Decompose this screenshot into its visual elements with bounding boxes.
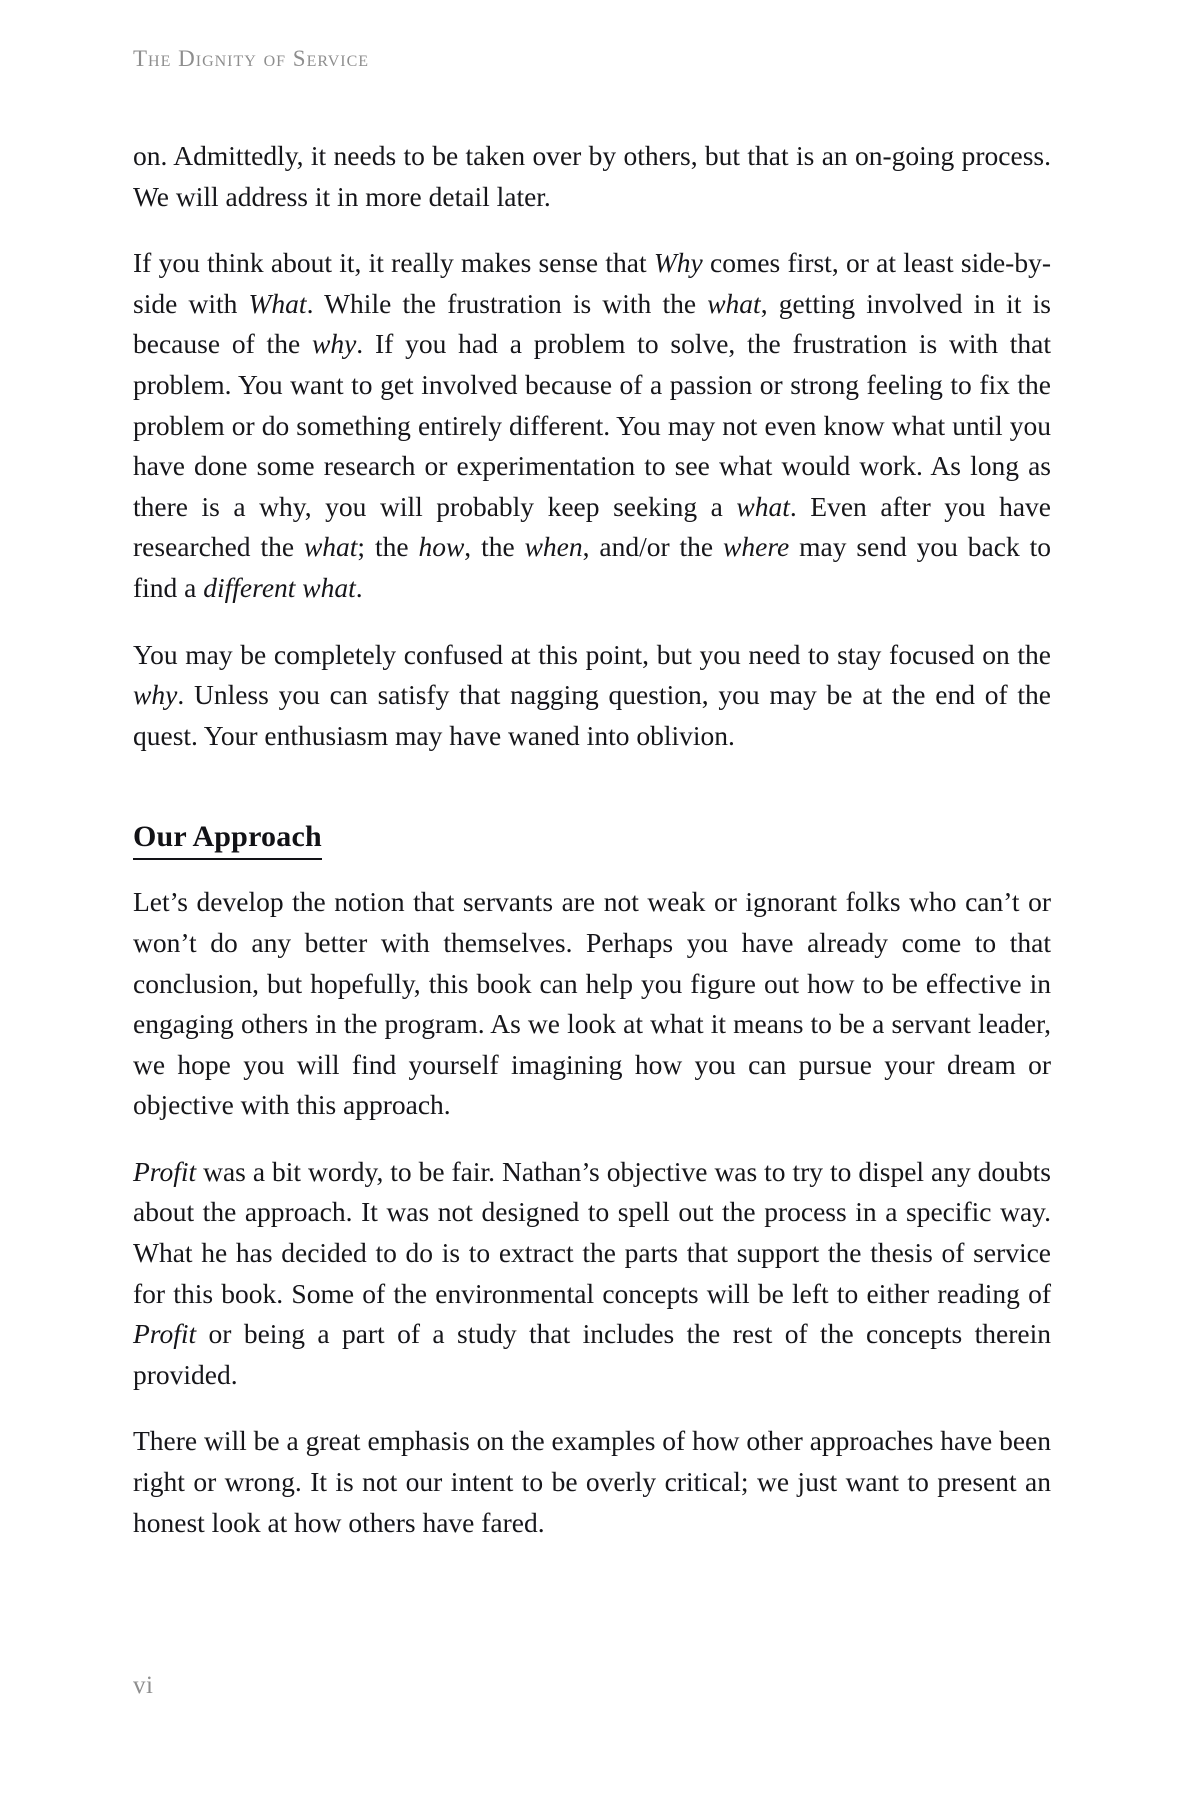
paragraph-continuation: on. Admittedly, it needs to be taken over by others, but that is an on-going process. We will address it in more detail later. <box>133 140 1051 212</box>
section-heading-wrapper <box>133 782 1051 882</box>
italic-run: why <box>311 328 357 360</box>
italic-run: different what <box>203 571 356 603</box>
italic-run: how <box>418 531 465 563</box>
italic-run: what <box>736 490 790 522</box>
italic-run: Why <box>653 247 703 279</box>
italic-run: Profit <box>133 1155 197 1187</box>
paragraph-why-comes-first: If you think about it, it really makes sense that Why comes first, or at least side-by-side with What. While the frustration is with the what, getting involved in it is because of the why. If you had a problem to solve, the frustration is with that problem. You want to get involved because of a passion or strong feeling to fix the problem or do something entirely different. You may not even know what until you have done some research or experimentation to see what would work. As long as there is a why, you will probably keep seeking a what. Even after you have researched the what; the how, the when, and/or the where may send you back to find a different what. <box>133 247 1051 603</box>
paragraph-emphasis: There will be a great emphasis on the examples of how other approaches have been right or wrong. It is not our intent to be overly critical; we just want to present an honest look at how others have fared. <box>133 1425 1051 1538</box>
italic-run: What <box>248 287 307 319</box>
running-head: The Dignity of Service <box>133 46 370 71</box>
section-heading-our-approach: Our Approach <box>133 818 322 860</box>
italic-run: where <box>723 531 790 563</box>
italic-run: what <box>707 287 761 319</box>
page-number: vi <box>133 1672 154 1699</box>
paragraph-profit: Profit was a bit wordy, to be fair. Nathan’s objective was to try to dispel any doubts about the approach. It was not designed to spell out the process in a specific way. What he has decided to do is to extract the parts that support the thesis of service for this book. Some of the environmental concepts will be left to either reading of Profit or being a part of a study that includes the rest of the concepts therein provided. <box>133 1155 1051 1390</box>
italic-run: what <box>303 531 358 563</box>
paragraph-servants: Let’s develop the notion that servants are not weak or ignorant folks who can’t or won’t do any better with themselves. Perhaps you have already come to that conclusion, but hopefully, this book can help you figure out how to be effective in engaging others in the program. As we look at what it means to be a servant leader, we hope you will find yourself imagining how you can pursue your dream or objective with this approach. <box>133 886 1051 1121</box>
italic-run: Profit <box>133 1318 197 1350</box>
italic-run: when <box>524 531 583 563</box>
page-text-block <box>133 136 1051 1543</box>
italic-run: why <box>133 679 178 711</box>
paragraph-confused: You may be completely confused at this point, but you need to stay focused on the why. Unless you can satisfy that nagging question, you may be at the end of the quest. Your enthusiasm may have waned into oblivion. <box>133 638 1051 751</box>
